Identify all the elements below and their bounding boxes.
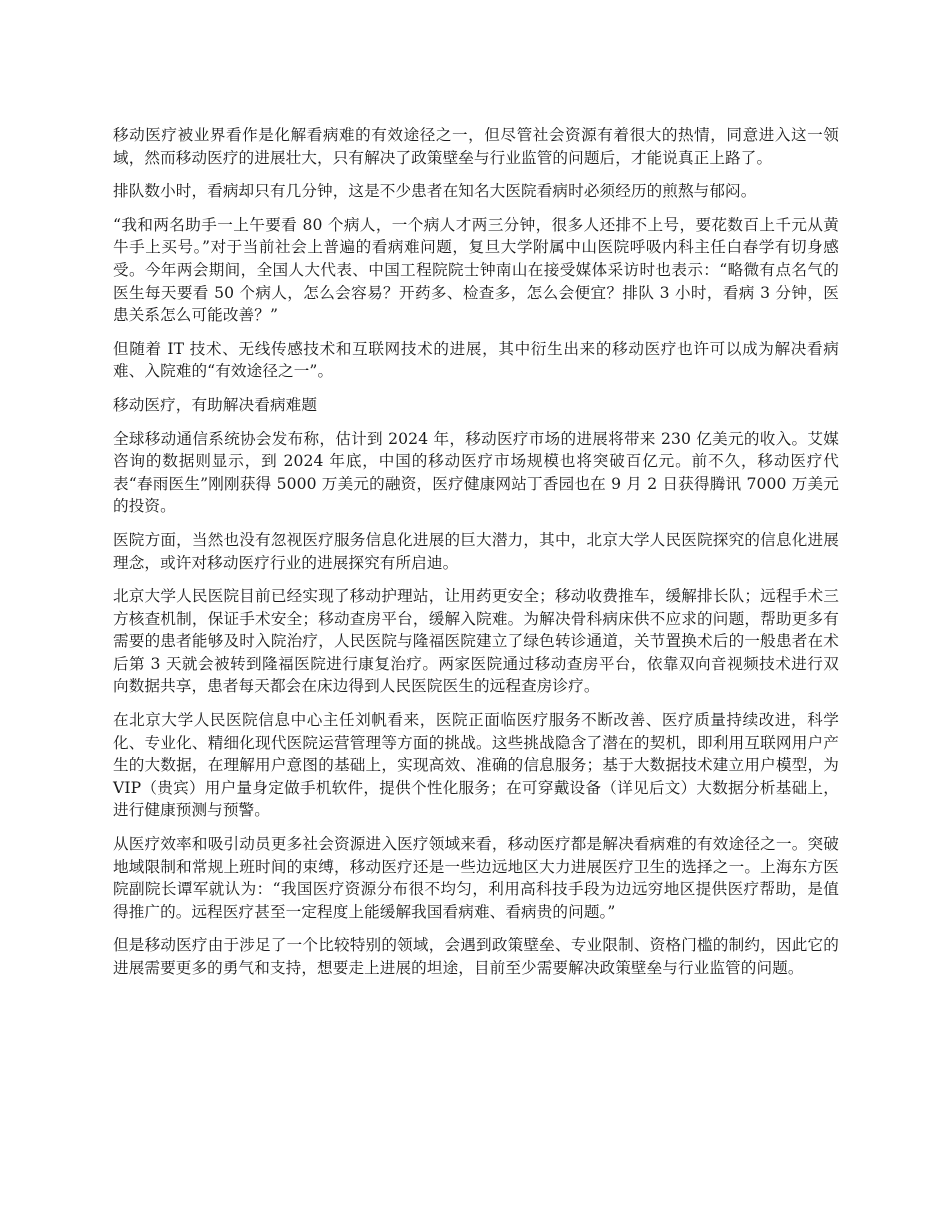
document-body bbox=[113, 124, 839, 991]
paragraph-challenges: 在北京大学人民医院信息中心主任刘帆看来，医院正面临医疗服务不断改善、医疗质量持续改进，科学化、专业化、精细化现代医院运营管理等方面的挑战。这些挑战隐含了潜在的契机，即利用互联网用户产生的大数据，在理解用户意图的基础上，实现高效、准确的信息服务；基于大数据技术建立用户模型，为 VIP（贵宾）用户量身定做手机软件，提供个性化服务；在可穿戴设备（详见后文）大数据分析基础上，进行健康预测与预警。 bbox=[113, 711, 839, 820]
paragraph-efficiency: 从医疗效率和吸引动员更多社会资源进入医疗领域来看，移动医疗都是解决看病难的有效途径之一。突破地域限制和常规上班时间的束缚，移动医疗还是一些边远地区大力进展医疗卫生的选择之一。上海东方医院副院长谭军就认为：“我国医疗资源分布很不均匀，利用高科技手段为边远穷地区提供医疗帮助，是值得推广的。远程医疗甚至一定程度上能缓解我国看病难、看病贵的问题。” bbox=[113, 835, 839, 921]
paragraph-intro: 移动医疗被业界看作是化解看病难的有效途径之一，但尽管社会资源有着很大的热情，同意进入这一领域，然而移动医疗的进展壮大，只有解决了政策壁垒与行业监管的问题后，才能说真正上路了。 bbox=[113, 126, 839, 167]
paragraph-conclusion: 但是移动医疗由于涉足了一个比较特别的领域，会遇到政策壁垒、专业限制、资格门槛的制约，因此它的进展需要更多的勇气和支持，想要走上进展的坦途，目前至少需要解决政策壁垒与行业监管的问题。 bbox=[113, 936, 839, 977]
paragraph-queue: 排队数小时，看病却只有几分钟，这是不少患者在知名大医院看病时必须经历的煎熬与郁闷。 bbox=[113, 182, 757, 201]
paragraph-peking-hospital: 北京大学人民医院目前已经实现了移动护理站，让用药更安全；移动收费推车，缓解排长队；远程手术三方核查机制，保证手术安全；移动查房平台，缓解入院难。为解决骨科病床供不应求的问题，帮助更多有需要的患者能够及时入院治疗，人民医院与隆福医院建立了绿色转诊通道，关节置换术后的一般患者在术后第 3 天就会被转到隆福医院进行康复治疗。两家医院通过移动查房平台，依靠双向音视频技术进行双向数据共享，患者每天都会在床边得到人民医院医生的远程查房诊疗。 bbox=[113, 587, 839, 696]
paragraph-market: 全球移动通信系统协会发布称，估计到 2024 年，移动医疗市场的进展将带来 230 亿美元的收入。艾媒咨询的数据则显示，到 2024 年底，中国的移动医疗市场规模也将突破百亿元。前不久，移动医疗代表“春雨医生”刚刚获得 5000 万美元的融资，医疗健康网站丁香园也在 9 月 2 日获得腾讯 7000 万美元的投资。 bbox=[113, 429, 839, 516]
paragraph-technology: 但随着 IT 技术、无线传感技术和互联网技术的进展，其中衍生出来的移动医疗也许可以成为解决看病难、入院难的“有效途径之一”。 bbox=[113, 339, 839, 381]
section-heading: 移动医疗，有助解决看病难题 bbox=[113, 395, 318, 414]
paragraph-hospital: 医院方面，当然也没有忽视医疗服务信息化进展的巨大潜力，其中，北京大学人民医院探究的信息化进展理念，或许对移动医疗行业的进展探究有所启迪。 bbox=[113, 530, 839, 572]
paragraph-quote-doctors: “我和两名助手一上午要看 80 个病人，一个病人才两三分钟，很多人还排不上号，要花数百上千元从黄牛手上买号。”对于当前社会上普遍的看病难问题，复旦大学附属中山医院呼吸内科主任白春学有切身感受。今年两会期间，全国人大代表、中国工程院院士钟南山在接受媒体采访时也表示：“略微有点名气的医生每天要看 50 个病人，怎么会容易？开药多、检查多，怎么会便宜？排队 3 小时，看病 3 分钟，医患关系怎么可能改善？” bbox=[113, 215, 839, 325]
